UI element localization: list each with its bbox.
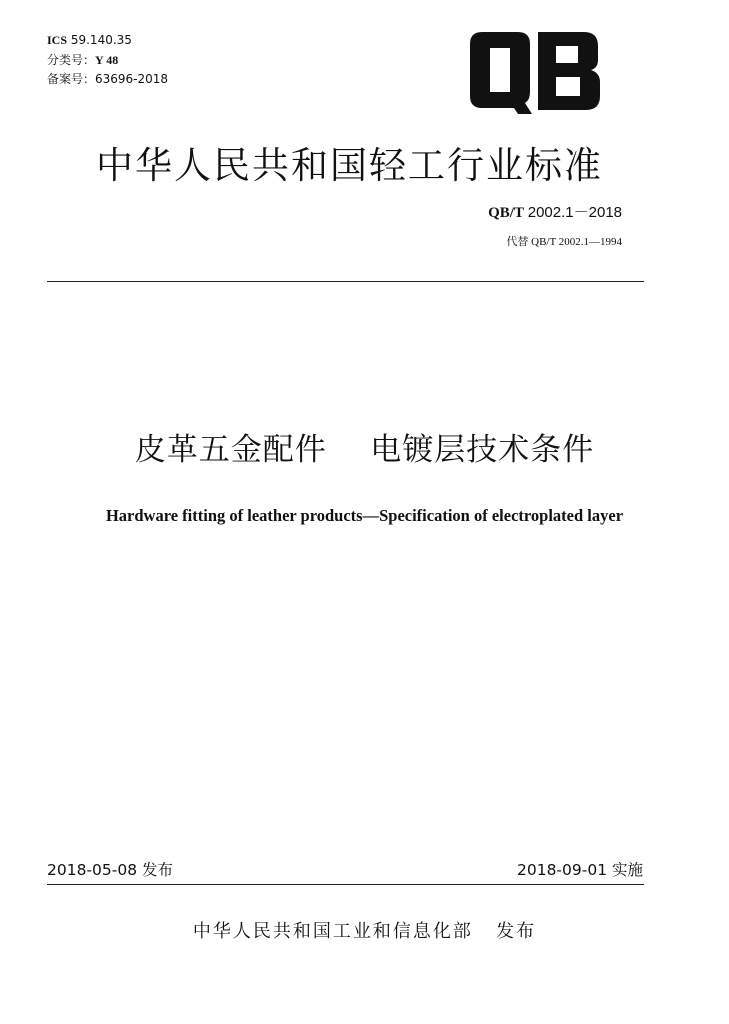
category-label: 分类号： — [47, 53, 96, 67]
replaces-standard: 代替 QB/T 2002.1—1994 — [506, 236, 622, 248]
industry-standard-title: 中华人民共和国轻工行业标准 — [96, 144, 603, 187]
category-value: Y 48 — [95, 53, 119, 67]
record-label: 备案号： — [47, 72, 96, 86]
header-divider — [47, 281, 644, 282]
ics-code — [47, 33, 132, 47]
issuing-authority: 中华人民共和国工业和信息化部 发布 — [192, 921, 537, 942]
record-value: 63696-2018 — [95, 72, 169, 86]
qb-logo — [468, 30, 603, 116]
record-number — [47, 72, 168, 86]
footer-divider — [47, 884, 644, 885]
standard-code: QB/T — [488, 205, 524, 221]
ics-value: 59.140.35 — [70, 33, 132, 47]
category-number — [47, 53, 118, 67]
document-title-cn: 皮革五金配件 电镀层技术条件 — [134, 432, 595, 468]
implementation-date: 2018-09-01 实施 — [516, 861, 643, 879]
document-title-en: Hardware fitting of leather products—Specification of electroplated layer — [105, 506, 624, 525]
standard-num: 2002.1－2018 — [527, 204, 622, 221]
ics-label: ICS — [47, 33, 68, 47]
standard-number — [488, 201, 622, 222]
issue-date: 2018-05-08 发布 — [47, 861, 174, 879]
